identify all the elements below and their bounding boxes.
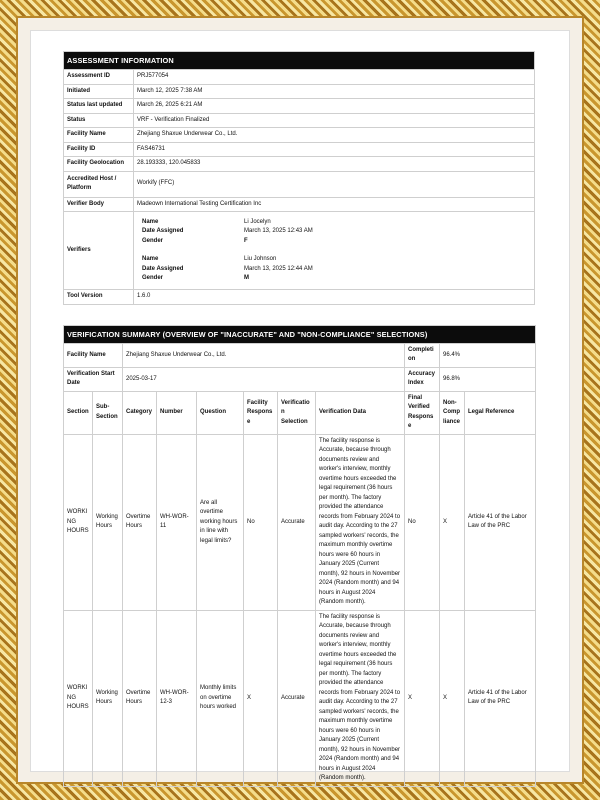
verifier-line	[142, 218, 531, 227]
assessment-row	[64, 157, 535, 172]
summary-cell-legal-reference: Article 41 of the Labor Law of the PRC	[465, 610, 536, 786]
assessment-field-label: Initiated	[64, 84, 134, 99]
verifiers-list	[142, 218, 531, 283]
summary-cell-verification-selection: Accurate	[278, 610, 316, 786]
verifiers-cell	[134, 212, 535, 290]
verifier-gap-cell	[142, 246, 531, 255]
assessment-field-value: 28.193333, 120.045833	[134, 157, 535, 172]
verifier-line	[142, 255, 531, 264]
summary-cell-verification-data: The facility response is Accurate, because through documents review and worker's interview, monthly overtime hours exceeded the legal requirement (36 hours per month). The factory provided the attendance records from February 2024 to audit day. According to the 27 sampled workers' records, the maximum monthly overtime hours were 60 hours in January 2025 (Current month), 92 hours in November 2024 (Random month) and 94 hours in August 2024 (Random month).	[316, 434, 405, 610]
verifier-field-label: Name	[142, 219, 159, 225]
summary-facility-value: Zhejiang Shaxue Underwear Co., Ltd.	[123, 343, 405, 367]
assessment-field-value: PRJ577054	[134, 70, 535, 85]
summary-cell-verification-data: The facility response is Accurate, because through documents review and worker's interview, monthly overtime hours exceeded the legal requirement (36 hours per month). The factory provided the attendance records from February 2024 to audit day. According to the 27 sampled workers' records, the maximum monthly overtime hours were 60 hours in January 2025 (Current month), 92 hours in November 2024 (Random month) and 94 hours in August 2024 (Random month).	[316, 610, 405, 786]
assessment-field-label: Status	[64, 113, 134, 128]
assessment-field-value: Madeown International Testing Certification Inc	[134, 197, 535, 212]
assessment-field-label: Verifier Body	[64, 197, 134, 212]
verifier-field-value: March 13, 2025 12:44 AM	[244, 265, 313, 272]
verifier-field-value: F	[244, 237, 248, 244]
summary-cell-non-compliance: X	[440, 434, 465, 610]
summary-cell-question: Are all overtime working hours in line with legal limits?	[197, 434, 244, 610]
assessment-field-label: Status last updated	[64, 99, 134, 114]
summary-cell-category: Overtime Hours	[123, 434, 157, 610]
assessment-field-label: Facility Name	[64, 128, 134, 143]
accuracy-value: 96.8%	[440, 367, 536, 391]
summary-cell-category: Overtime Hours	[123, 610, 157, 786]
summary-column-header: Verification Data	[316, 391, 405, 434]
verifier-field-value: Liu Johnson	[244, 256, 277, 263]
summary-cell-final-response: No	[405, 434, 440, 610]
summary-row	[64, 610, 536, 786]
summary-cell-non-compliance: X	[440, 610, 465, 786]
verification-summary-table	[63, 325, 536, 787]
summary-facility-label: Facility Name	[64, 343, 123, 367]
summary-rows	[64, 434, 536, 786]
assessment-info-heading: ASSESSMENT INFORMATION	[64, 52, 535, 70]
assessment-field-value: Zhejiang Shaxue Underwear Co., Ltd.	[134, 128, 535, 143]
summary-cell-verification-selection: Accurate	[278, 434, 316, 610]
verifier-field-label: Gender	[142, 275, 164, 282]
assessment-row	[64, 128, 535, 143]
summary-column-header: Number	[157, 391, 197, 434]
verifier-gap	[142, 246, 531, 255]
summary-column-header: Legal Reference	[465, 391, 536, 434]
summary-cell-question: Monthly limits on overtime hours worked	[197, 610, 244, 786]
verifier-line	[142, 274, 531, 283]
summary-column-header: Category	[123, 391, 157, 434]
document-content	[63, 51, 535, 787]
document-page	[31, 31, 569, 782]
verifier-field-label: Gender	[142, 237, 164, 244]
summary-cell-legal-reference: Article 41 of the Labor Law of the PRC	[465, 434, 536, 610]
verifier-line	[142, 265, 531, 274]
summary-cell-final-response: X	[405, 610, 440, 786]
summary-column-header: Verification Selection	[278, 391, 316, 434]
verifier-field-value: March 13, 2025 12:43 AM	[244, 228, 313, 235]
summary-cell-section: WORKING HOURS	[64, 434, 93, 610]
summary-column-header: Sub-Section	[93, 391, 123, 434]
assessment-row	[64, 113, 535, 128]
summary-column-header: Final Verified Response	[405, 391, 440, 434]
summary-cell-subsection: Working Hours	[93, 434, 123, 610]
start-date-label: Verification Start Date	[64, 367, 123, 391]
assessment-row	[64, 99, 535, 114]
assessment-info-table	[63, 51, 535, 305]
summary-column-header: Question	[197, 391, 244, 434]
verification-summary-heading: VERIFICATION SUMMARY (OVERVIEW OF "INACCURATE" AND "NON-COMPLIANCE" SELECTIONS)	[64, 325, 536, 343]
summary-cell-number: WH-WOR-11	[157, 434, 197, 610]
assessment-field-label: Facility ID	[64, 142, 134, 157]
assessment-field-value: March 12, 2025 7:38 AM	[134, 84, 535, 99]
summary-row	[64, 434, 536, 610]
assessment-field-label: Assessment ID	[64, 70, 134, 85]
verifier-field-value: Li Jocelyn	[244, 219, 271, 225]
verifier-line	[142, 227, 531, 236]
summary-cell-section: WORKING HOURS	[64, 610, 93, 786]
summary-column-headers	[64, 391, 536, 434]
completion-label: Completion	[405, 343, 440, 367]
accuracy-label: Accuracy Index	[405, 367, 440, 391]
verifier-field-value: M	[244, 275, 249, 282]
summary-column-header: Section	[64, 391, 93, 434]
summary-cell-number: WH-WOR-12-3	[157, 610, 197, 786]
assessment-row	[64, 171, 535, 197]
verifier-field-label: Date Assigned	[142, 228, 184, 235]
verifier-field-label: Date Assigned	[142, 265, 184, 272]
assessment-row	[64, 70, 535, 85]
verifier-field-label: Name	[142, 256, 159, 263]
assessment-field-value: Workify (FFC)	[134, 171, 535, 197]
assessment-rows	[64, 70, 535, 212]
assessment-field-label: Facility Geolocation	[64, 157, 134, 172]
summary-cell-facility-response: X	[244, 610, 278, 786]
assessment-row	[64, 142, 535, 157]
assessment-field-value: VRF - Verification Finalized	[134, 113, 535, 128]
assessment-row	[64, 84, 535, 99]
tool-version-value: 1.6.0	[134, 290, 535, 305]
summary-cell-subsection: Working Hours	[93, 610, 123, 786]
start-date-value: 2025-03-17	[123, 367, 405, 391]
summary-cell-facility-response: No	[244, 434, 278, 610]
assessment-field-value: FAS46731	[134, 142, 535, 157]
summary-column-header: Facility Response	[244, 391, 278, 434]
tool-version-label: Tool Version	[64, 290, 134, 305]
assessment-row	[64, 197, 535, 212]
summary-column-header: Non-Compliance	[440, 391, 465, 434]
assessment-field-label: Accredited Host / Platform	[64, 171, 134, 197]
completion-value: 96.4%	[440, 343, 536, 367]
verifier-line	[142, 237, 531, 246]
verifiers-label: Verifiers	[64, 212, 134, 290]
assessment-field-value: March 26, 2025 6:21 AM	[134, 99, 535, 114]
